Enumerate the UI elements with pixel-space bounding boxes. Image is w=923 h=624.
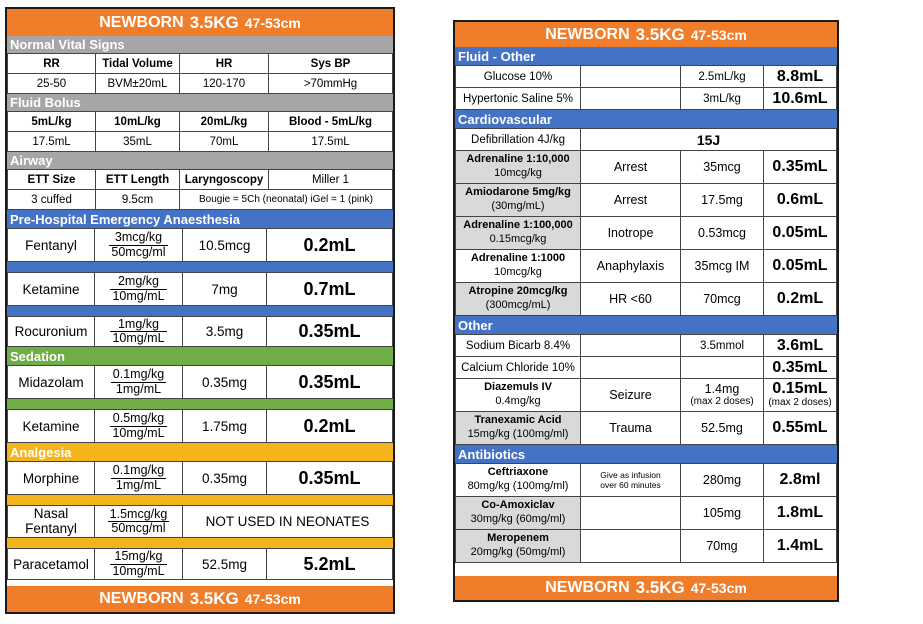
left-top-banner: NEWBORN 3.5KG 47-53cm (7, 9, 393, 36)
analgesia-divider (7, 538, 393, 548)
fluid-bolus-table: 5mL/kg 10mL/kg 20mL/kg Blood - 5mL/kg 17.5mL 35mL 70mL 17.5mL (7, 111, 393, 152)
fluid-other-table: Glucose 10% 2.5mL/kg 8.8mL Hypertonic Saline 5% 3mL/kg 10.6mL (455, 65, 837, 110)
vitals-table: RR Tidal Volume HR Sys BP 25-50 BVM±20mL 120-170 >70mmHg (7, 53, 393, 94)
cardiovascular-header: Cardiovascular (455, 110, 837, 128)
phea-ketamine-row: Ketamine $\frac{2mg/kg}{10mg/mL}$ 7mg 0.7mL (7, 272, 393, 306)
analgesia-divider (7, 495, 393, 505)
sedation-header: Sedation (7, 347, 393, 365)
vitals-header: Normal Vital Signs (7, 36, 393, 53)
fluid-bolus-header: Fluid Bolus (7, 94, 393, 111)
left-bottom-banner: NEWBORN 3.5KG 47-53cm (7, 586, 393, 612)
antibiotics-header: Antibiotics (455, 445, 837, 463)
phea-divider (7, 306, 393, 316)
sedation-midazolam-row: Midazolam $\frac{0.1mg/kg}{1mg/mL}$ 0.35mg 0.35mL (7, 365, 393, 399)
fluid-other-header: Fluid - Other (455, 47, 837, 65)
phea-header: Pre-Hospital Emergency Anaesthesia (7, 210, 393, 228)
antibiotics-table: Ceftriaxone 80mg/kg (100mg/ml) Give as infusion over 60 minutes 280mg 2.8ml Co-Amoxiclav 30mg/kg (60mg/ml) 105mg 1.8mL Meropenem 20mg/kg (50mg/ml) 70mg 1.4mL (455, 463, 837, 563)
right-bottom-banner: NEWBORN 3.5KG 47-53cm (455, 576, 837, 600)
sedation-divider (7, 399, 393, 409)
not-used-note: NOT USED IN NEONATES (183, 506, 393, 538)
analgesia-morphine-row: Morphine $\frac{0.1mg/kg}{1mg/mL}$ 0.35mg 0.35mL (7, 461, 393, 495)
analgesia-paracetamol-row: Paracetamol $\frac{15mg/kg}{10mg/mL}$ 52.5mg 5.2mL (7, 548, 393, 580)
analgesia-header: Analgesia (7, 443, 393, 461)
right-dosing-card (453, 20, 839, 602)
airway-table: ETT Size ETT Length Laryngoscopy Miller 1 3 cuffed 9.5cm Bougie = 5Ch (neonatal) iGel = 1 (pink) (7, 169, 393, 210)
other-header: Other (455, 316, 837, 334)
phea-fentanyl-row: Fentanyl $\frac{\text{3mcg/kg}}{\text{50mcg/ml}}$ 10.5mcg 0.2mL (7, 228, 393, 262)
right-top-banner: NEWBORN 3.5KG 47-53cm (455, 22, 837, 47)
phea-rocuronium-row: Rocuronium $\frac{1mg/kg}{10mg/mL}$ 3.5mg 0.35mL (7, 316, 393, 347)
left-dosing-card (5, 7, 395, 614)
other-table: Sodium Bicarb 8.4% 3.5mmol 3.6mL Calcium Chloride 10% 0.35mL Diazemuls IV 0.4mg/kg Seizure 1.4mg (max 2 doses) 0.15mL (max 2 doses) Tranexamic Acid 15mg/kg (100mg/ml) Trauma 52.5mg 0.55mL (455, 334, 837, 445)
airway-header: Airway (7, 152, 393, 169)
phea-divider (7, 262, 393, 272)
analgesia-nasal-fentanyl-row: Nasal Fentanyl $\frac{\text{1.5mcg/kg}}{\text{50mcg/ml}}$ NOT USED IN NEONATES (7, 505, 393, 538)
cardiovascular-table: Defibrillation 4J/kg 15J Adrenaline 1:10,000 10mcg/kg Arrest 35mcg 0.35mL Amiodarone 5mg/kg (30mg/mL) Arrest 17.5mg 0.6mL Adrenaline 1:100,000 0.15mcg/kg Inotrope 0.53mcg 0.05mL Adrenaline 1:1000 10mcg/kg Anaphylaxis 35mcg IM 0.05mL Atropine 20mcg/kg (300mcg/mL) HR <60 70mcg 0.2mL (455, 128, 837, 316)
sedation-ketamine-row: Ketamine $\frac{0.5mg/kg}{10mg/mL}$ 1.75mg 0.2mL (7, 409, 393, 443)
